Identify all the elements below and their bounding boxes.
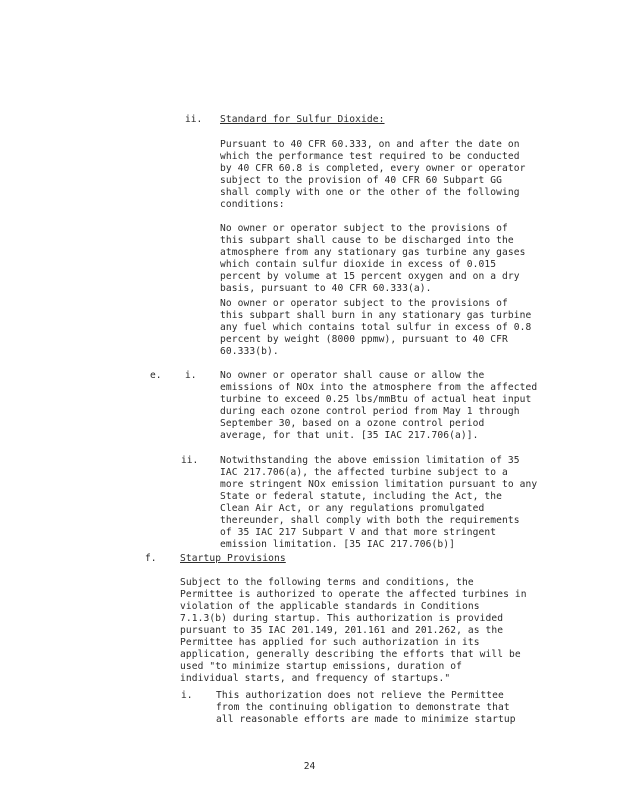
text-line: conditions: [220, 199, 285, 210]
text-line: violation of the applicable standards in Conditions [180, 601, 480, 612]
section-e-item-i-label: i. [185, 370, 197, 381]
text-line: which the performance test required to be conducted [220, 151, 520, 162]
text-line: Permittee is authorized to operate the affected turbines in [180, 589, 527, 600]
text-line: which contain sulfur dioxide in excess of 0.015 [220, 259, 497, 270]
section-f-number: f. [145, 553, 157, 564]
text-line: emission limitation. [35 IAC 217.706(b)] [220, 539, 456, 550]
text-line: percent by volume at 15 percent oxygen and on a dry [220, 271, 520, 282]
text-line: Pursuant to 40 CFR 60.333, on and after the date on [220, 139, 520, 150]
text-line: No owner or operator subject to the provisions of [220, 223, 508, 234]
text-line: all reasonable efforts are made to minimize startup [216, 714, 516, 725]
text-line: this subpart shall burn in any stationary gas turbine [220, 310, 532, 321]
text-line: from the continuing obligation to demonstrate that [216, 702, 510, 713]
text-line: No owner or operator subject to the provisions of [220, 298, 508, 309]
text-line: Notwithstanding the above emission limitation of 35 [220, 455, 520, 466]
text-line: any fuel which contains total sulfur in excess of 0.8 [220, 322, 532, 333]
section-e-item-ii-label: ii. [181, 455, 199, 466]
section-f-heading: Startup Provisions [180, 553, 286, 564]
section-ii-label: ii. [185, 114, 203, 125]
text-line: emissions of NOx into the atmosphere from the affected [220, 382, 538, 393]
text-line: 60.333(b). [220, 346, 279, 357]
text-line: pursuant to 35 IAC 201.149, 201.161 and 201.262, as the [180, 625, 504, 636]
text-line: thereunder, shall comply with both the requirements [220, 515, 520, 526]
section-ii-heading: Standard for Sulfur Dioxide: [220, 114, 385, 125]
text-line: subject to the provision of 40 CFR 60 Subpart GG [220, 175, 503, 186]
page-number: 24 [303, 761, 316, 772]
text-line: used "to minimize startup emissions, duration of [180, 661, 463, 672]
section-e-letter: e. [150, 370, 162, 381]
text-line: percent by weight (8000 ppmw), pursuant to 40 CFR [220, 334, 508, 345]
text-line: basis, pursuant to 40 CFR 60.333(a). [220, 283, 432, 294]
text-line: turbine to exceed 0.25 lbs/mmBtu of actual heat input [220, 394, 532, 405]
text-line: atmosphere from any stationary gas turbine any gases [220, 247, 526, 258]
text-line: Clean Air Act, or any regulations promulgated [220, 503, 485, 514]
text-line: IAC 217.706(a), the affected turbine subject to a [220, 467, 508, 478]
text-line: during each ozone control period from May 1 through [220, 406, 520, 417]
text-line: Permittee has applied for such authorization in its [180, 637, 480, 648]
text-line: September 30, based on a ozone control period [220, 418, 485, 429]
text-line: of 35 IAC 217 Subpart V and that more stringent [220, 527, 497, 538]
text-line: Subject to the following terms and conditions, the [180, 577, 474, 588]
text-line: This authorization does not relieve the Permittee [216, 690, 504, 701]
text-line: individual starts, and frequency of startups." [180, 673, 451, 684]
text-line: State or federal statute, including the Act, the [220, 491, 503, 502]
text-line: shall comply with one or the other of the following [220, 187, 520, 198]
text-line: average, for that unit. [35 IAC 217.706(a)]. [220, 430, 479, 441]
text-line: this subpart shall cause to be discharged into the [220, 235, 514, 246]
text-line: No owner or operator shall cause or allow the [220, 370, 485, 381]
text-line: 7.1.3(b) during startup. This authorization is provided [180, 613, 504, 624]
text-line: application, generally describing the efforts that will be [180, 649, 521, 660]
section-f-item-i-label: i. [181, 690, 193, 701]
text-line: more stringent NOx emission limitation pursuant to any [220, 479, 538, 490]
text-line: by 40 CFR 60.8 is completed, every owner or operator [220, 163, 526, 174]
